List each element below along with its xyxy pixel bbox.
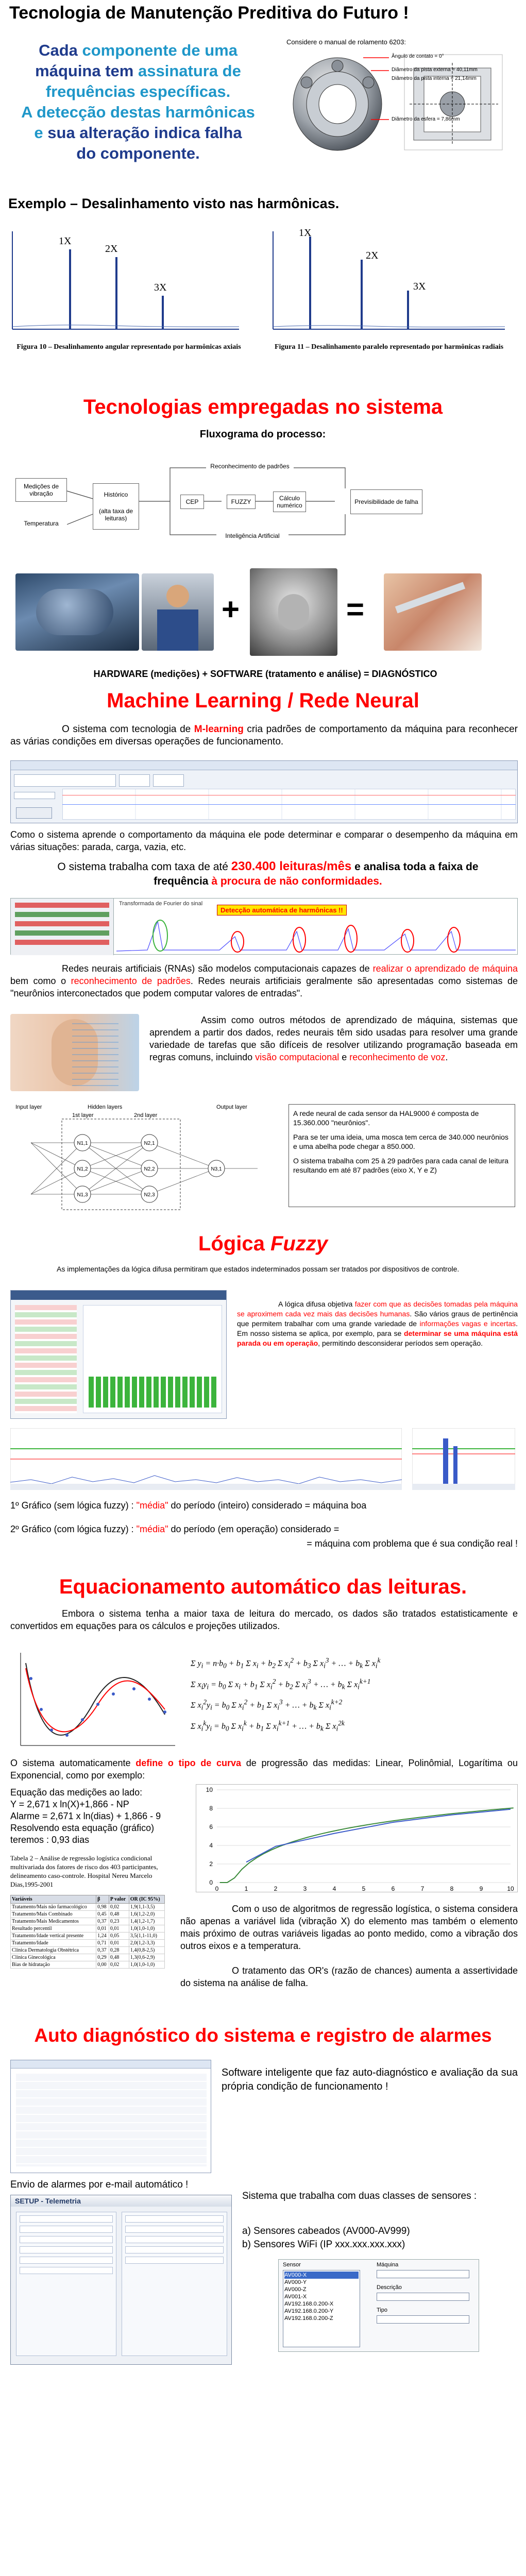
table-cell: 1,3(0,6-2,9) (129, 1954, 164, 1961)
sensor-list-item[interactable]: AV192.168.0.200-Y (284, 2308, 334, 2314)
diagnostic-photo (384, 573, 482, 651)
fuzzy-intro: As implementações da lógica difusa permitiram que estados indeterminados possam ser tratados por dispositivos de controle. (57, 1265, 460, 1273)
nn-note-box (289, 1104, 515, 1207)
progression-svg (196, 1785, 518, 1893)
x-tick-label: 5 (362, 1885, 366, 1892)
descricao-field[interactable] (377, 2293, 469, 2301)
node-taxa-label: (alta taxa de leituras) (98, 507, 133, 522)
bearing-label-1: Diâmetro da pista externa = 40,11mm (392, 67, 478, 73)
ml-paragraph-2: Como o sistema aprende o comportamento da máquina ele pode determinar e comparar o desempenho da máquina em várias situações: parada, carga, vazia, etc. (10, 829, 518, 852)
peak-2x-axial: 2X (105, 243, 118, 255)
table-row (11, 1925, 165, 1933)
y-tick-label: 10 (206, 1786, 213, 1793)
ml-paragraph-3: O sistema trabalha com taxa de até 230.400 leituras/mês e analisa toda a faixa de frequência à procura de não conformidades. (57, 859, 479, 887)
fuzzy-graph-2-text-b: = máquina com problema que é sua condição real ! (307, 1538, 518, 1549)
table-cell: 0,01 (96, 1925, 109, 1933)
maquina-field[interactable] (377, 2270, 469, 2278)
table-cell: Tratamento/Mais Combinado (11, 1911, 96, 1918)
table-cell: 0,01 (109, 1925, 129, 1933)
table-row (11, 1918, 165, 1925)
bearing-label-0: Ângulo de contato = 0° (392, 54, 444, 59)
lead-frequencias: frequências específicas. (45, 82, 231, 100)
table-cell: 1,9(1,1-3,5) (129, 1904, 164, 1911)
table-row (11, 1904, 165, 1911)
table-cell: 0,01 (109, 1940, 129, 1947)
x-tick-label: 2 (274, 1885, 278, 1892)
fuzzy-graph-2-text: 2º Gráfico (com lógica fuzzy) : "média" do período (em operação) considerado = (10, 1524, 340, 1534)
eq-paragraph-2: O sistema automaticamente define o tipo de curva de progressão das medidas: Linear, Polinômial, Logarítima ou Exponencial, como por exemplo: (10, 1758, 518, 1781)
x-tick-label: 3 (303, 1885, 307, 1892)
node-medicoes: Medições de vibração (15, 478, 67, 502)
fuzzy-paragraph: A lógica difusa objetiva fazer com que as decisões tomadas pela máquina se aproximem cada vez mais das decisões humanas. São vários graus de pertinência que permitem trabalhar com uma grande variedade de informações vagas e incertas. Em nosso sistema se aplica, por exemplo, para se determinar se uma máquina está parada ou em operação, permitindo desconsiderar períodos sem operação. (237, 1300, 518, 1347)
page-title: Tecnologia de Manutenção Preditiva do Futuro ! (9, 3, 409, 23)
auto-title: Auto diagnóstico do sistema e registro de alarmes (34, 2025, 492, 2046)
node-reconhecimento: Reconhecimento de padrões (206, 460, 294, 473)
table-cell: 0,71 (96, 1940, 109, 1947)
eq-lines (10, 1787, 180, 1846)
table-cell: Bias de hidratação (11, 1961, 96, 1969)
auto-ui-panel (10, 2060, 211, 2173)
header-section (0, 0, 526, 175)
learning-button[interactable] (16, 807, 52, 819)
peak-3x-axial: 3X (154, 282, 167, 293)
nn-note-2: Para se ter uma ideia, uma mosca tem cerca de 340.000 neurônios e uma abelha pode chegar a 850.000. (293, 1133, 508, 1150)
plus-sign: + (222, 592, 240, 626)
svg-text:N3,1: N3,1 (211, 1166, 222, 1172)
rna-paragraph: Redes neurais artificiais (RNAs) são modelos computacionais capazes de realizar o aprendizado de máquina bem como o reconhecimento de padrões. Redes neurais artificiais geralmente são apresentadas como sistemas de "neurônios interconectados que podem computar valores de entradas". (10, 963, 518, 998)
eq-line-1: Y = 2,671 x ln(X)+1,866 - NP (10, 1799, 129, 1809)
x-tick-label: 0 (215, 1885, 219, 1892)
y-tick-label: 4 (209, 1842, 213, 1849)
table-cell: 1,0(1,0-1,0) (129, 1925, 164, 1933)
svg-text:N1,2: N1,2 (77, 1166, 88, 1172)
table-cell: 0,48 (109, 1954, 129, 1961)
sensor-list-window (278, 2259, 479, 2352)
spectrum-title: Transformada de Fourier do sinal (119, 901, 203, 907)
fuzzy-ui-titlebar (11, 1291, 226, 1300)
table-row (11, 1933, 165, 1940)
sensor-list-item[interactable]: AV000-Z (284, 2286, 307, 2293)
face-photo (10, 1014, 139, 1091)
table-cell: Tratamento/Idade (11, 1940, 96, 1947)
eq-paragraph-3: Com o uso de algoritmos de regressão logística, o sistema considera não apenas a variável lida (vibração X) do elemento mas também o elemento mais próximo de outras variáveis ligadas ao ponto medido, como a vibração dos outros eixos e a temperatura. (180, 1904, 518, 1951)
fuzzy-graph-1-text: 1º Gráfico (sem lógica fuzzy) : "média" do período (inteiro) considerado = máquina boa (10, 1500, 367, 1511)
x-tick-label: 1 (244, 1885, 248, 1892)
lead-cada: Cada (39, 41, 78, 59)
sensor-b: b) Sensores WiFi (IP xxx.xxx.xxx.xxx) (242, 2239, 405, 2250)
sensor-list-item[interactable]: AV192.168.0.200-Z (284, 2315, 333, 2321)
setup-title: SETUP - Telemetria (11, 2195, 231, 2207)
table-row (11, 1911, 165, 1918)
table-cell: 0,29 (96, 1954, 109, 1961)
sensor-list-item[interactable]: AV192.168.0.200-X (284, 2301, 334, 2307)
table-cell: 2,0(1,2-3,3) (129, 1940, 164, 1947)
spectrum-radial (268, 229, 510, 337)
eq-line-3: Resolvendo esta equação (gráfico) (10, 1823, 155, 1833)
sensor-listbox[interactable] (283, 2270, 360, 2347)
lead-deteccao: A detecção destas harmônicas (21, 103, 255, 121)
table-cell: 0,37 (96, 1918, 109, 1925)
table-cell: 1,24 (96, 1933, 109, 1940)
bearing-diagram (286, 47, 518, 156)
table-cell: 0,28 (109, 1947, 129, 1954)
svg-text:2nd layer: 2nd layer (134, 1112, 158, 1118)
reading-rate: 230.400 leituras/mês (231, 859, 352, 873)
lead-text (4, 40, 272, 164)
lead-falha: sua alteração indica falha (47, 124, 242, 142)
table-row (11, 1954, 165, 1961)
example-title: Exemplo – Desalinhamento visto nas harmônicas. (8, 196, 340, 211)
detect-label: Detecção automática de harmônicas !! (217, 905, 347, 916)
eq-line-4: teremos : 0,93 dias (10, 1835, 90, 1845)
eq-paragraph-4: O tratamento das OR's (razão de chances) aumenta a assertividade do sistema na análise de falha. (180, 1965, 518, 1988)
node-temperatura: Temperatura (15, 514, 67, 533)
node-calculo: Cálculo numérico (273, 492, 306, 512)
y-tick-label: 8 (209, 1805, 213, 1812)
tech-section (0, 396, 526, 725)
table-cell: 0,02 (109, 1961, 129, 1969)
eq-line-2: Alarme = 2,671 x ln(dias) + 1,866 - 9 (10, 1811, 161, 1821)
table-cell: 0,05 (109, 1933, 129, 1940)
table-cell: 3,5(1,1-11,0) (129, 1933, 164, 1940)
list-label-tipo: Tipo (377, 2307, 387, 2313)
auto-section (0, 2025, 526, 2576)
node-ia: Inteligência Artificial (216, 530, 289, 542)
table-cell: Resultado percentil (11, 1925, 96, 1933)
svg-text:2X: 2X (366, 250, 379, 261)
sensor-list-item[interactable]: AV001-X (284, 2294, 307, 2300)
nn-input-layer-label: Input layer (15, 1104, 42, 1110)
x-tick-label: 8 (450, 1885, 454, 1892)
table-row (11, 1940, 165, 1947)
ml-title: Machine Learning / Rede Neural (107, 689, 419, 712)
flow-title: Fluxograma do processo: (199, 429, 326, 440)
sensors-title: Sistema que trabalha com duas classes de sensores : (242, 2191, 477, 2201)
email-text: Envio de alarmes por e-mail automático ! (10, 2179, 189, 2190)
eq-paragraph-1: Embora o sistema tenha a maior taxa de leitura do mercado, os dados são tratados estatisticamente e convertidos em equações para os cálculos e projeções utilizados. (10, 1608, 518, 1631)
node-cep: CEP (180, 495, 204, 509)
svg-text:3X: 3X (413, 281, 426, 292)
y-tick-label: 2 (209, 1860, 213, 1868)
lead-assinatura: assinatura de (138, 62, 241, 80)
svg-text:N1,3: N1,3 (77, 1192, 88, 1198)
m-learning-text: M-learning (194, 724, 244, 735)
eq-title: Equacionamento automático das leituras. (59, 1575, 467, 1598)
table-header-cell: P valor (109, 1895, 129, 1904)
regression-curve-plot (10, 1648, 180, 1751)
fuzzy-ui-panel (10, 1290, 227, 1419)
table-cell: 1,4(1,2-1,7) (129, 1918, 164, 1925)
lead-e: e (34, 124, 43, 142)
spectrum-trace (116, 916, 516, 953)
setup-window (10, 2195, 232, 2365)
x-tick-label: 7 (420, 1885, 425, 1892)
lead-componente-end: do componente. (76, 144, 200, 162)
table-cell: 0,23 (109, 1918, 129, 1925)
progression-chart (196, 1784, 518, 1892)
table-cell: 0,02 (109, 1904, 129, 1911)
table-cell: 0,48 (109, 1911, 129, 1918)
table-cell: Tratamento/Mais não farmacológico (11, 1904, 96, 1911)
table-cell: 0,37 (96, 1947, 109, 1954)
svg-text:N2,3: N2,3 (144, 1192, 155, 1198)
svg-text:1X: 1X (299, 229, 312, 239)
table-cell: 0,98 (96, 1904, 109, 1911)
tech-title: Tecnologias empregadas no sistema (83, 396, 443, 418)
svg-text:N1,1: N1,1 (77, 1141, 88, 1146)
sensor-list-item[interactable]: AV000-X (284, 2272, 359, 2279)
bearing-caption: Considere o manual de rolamento 6203: (286, 38, 406, 46)
table-row (11, 1947, 165, 1954)
node-historico-label: Histórico (104, 491, 128, 498)
fig11-caption: Figura 11 – Desalinhamento paralelo representado por harmônicas radiais (274, 343, 504, 351)
fig10-caption: Figura 10 – Desalinhamento angular representado por harmônicas axiais (16, 343, 241, 351)
einstein-photo (250, 568, 337, 656)
lead-componente: componente de uma (82, 41, 237, 59)
neural-network-diagram (10, 1101, 278, 1215)
sensor-a: a) Sensores cabeados (AV000-AV999) (242, 2226, 410, 2236)
regression-table (10, 1895, 165, 1969)
list-label-sensor: Sensor (283, 2262, 301, 2268)
table-cell: 0,00 (96, 1961, 109, 1969)
list-label-descricao: Descrição (377, 2284, 402, 2291)
learning-ui-panel (10, 760, 518, 823)
example-section (0, 196, 526, 381)
peak-1x-axial: 1X (59, 235, 72, 247)
table-cell: Tratamento/Mais Medicamentos (11, 1918, 96, 1925)
table-header-cell: Variáveis (11, 1895, 96, 1904)
list-label-maquina: Máquina (377, 2262, 399, 2268)
ml-paragraph-4: Assim como outros métodos de aprendizado de máquina, sistemas que aprendem a partir dos dados, redes neurais têm sido usadas para resolver uma grande variedade de tarefas que são difíceis de resolver utilizando programação baseada em regras comuns, incluindo visão computacional e reconhecimento de voz. (149, 1015, 518, 1062)
tipo-field[interactable] (377, 2315, 469, 2324)
auto-paragraph: Software inteligente que faz auto-diagnóstico e avaliação da sua própria condição de funcionamento ! (222, 2067, 518, 2092)
fuzzy-chart-1 (10, 1428, 402, 1490)
x-tick-label: 6 (391, 1885, 395, 1892)
fuzzy-title: Lógica Fuzzy (198, 1232, 328, 1255)
table-cell: Tratamento/Idade vertical presente (11, 1933, 96, 1940)
bearing-label-2: Diâmetro da pista interna = 21,14mm (392, 76, 477, 81)
table-cell: 1,6(1,2-2,0) (129, 1911, 164, 1918)
y-tick-label: 0 (209, 1879, 213, 1886)
table-header-cell: OR (IC 95%) (129, 1895, 164, 1904)
table-cell: 1,0(1,0-1,0) (129, 1961, 164, 1969)
ml-section (0, 689, 526, 1225)
ml-paragraph-1: O sistema com tecnologia de M-learning cria padrões de comportamento da máquina para reconhecer as várias condições em diversas operações de funcionamento. (10, 724, 518, 747)
x-tick-label: 4 (332, 1885, 336, 1892)
equals-sign: = (346, 592, 365, 626)
table-cell: 1,4(0,8-2,5) (129, 1947, 164, 1954)
measurement-line (246, 1809, 511, 1862)
node-previsibilidade: Previsibilidade de falha (350, 489, 422, 514)
x-tick-label: 9 (479, 1885, 483, 1892)
table-row (11, 1961, 165, 1969)
matrix-equations: Σ $y_i = n\cdot b_0 + b_1$ Σ $x_i + b_2$ Σ $x_i^2 + b_3$ Σ $x_i^3$ + … + $b_k$ Σ $x_i^k$ Σ $x_iy_i = b_0$ Σ $x_i + b_1$ Σ $x_i^2 + b_2$ Σ $x_i^3$ + … + $b_k$ Σ $x_i^{k+1}$ Σ $x_i^2y_i = b_0$ Σ $x_i^2 + b_1$ Σ $x_i^3$ + … + $b_k$ Σ $x_i^{k+2}$ Σ $x_i^ky_i = b_0$ Σ $x_i^k + b_1$ Σ $x_i^{k+1}$ + … + $b_k$ Σ $x_i^{2k}$ (191, 1656, 381, 1733)
table-header-cell: β (96, 1895, 109, 1904)
table-cell: 0,45 (96, 1911, 109, 1918)
eq-line-0: Equação das medições ao lado: (10, 1787, 143, 1798)
spectrum-panel (10, 898, 518, 955)
table-cell: Clínica Ginecológica (11, 1954, 96, 1961)
x-tick-label: 10 (507, 1885, 514, 1892)
spectrum-axial (7, 229, 244, 337)
svg-text:1st layer: 1st layer (72, 1112, 94, 1118)
nn-note-1: A rede neural de cada sensor da HAL9000 é composta de 15.360.000 "neurônios". (293, 1109, 479, 1127)
sensor-list-item[interactable]: AV000-Y (284, 2279, 307, 2285)
y-tick-label: 6 (209, 1823, 213, 1831)
bearing-label-3: Diâmetro da esfera = 7,86mm (392, 116, 460, 122)
flowchart (15, 447, 510, 581)
fuzzy-chart-2 (412, 1428, 515, 1490)
node-historico (93, 483, 139, 530)
table-cell: Clínica Dermatologia Obstétrica (11, 1947, 96, 1954)
nn-note-3: O sistema trabalha com 25 à 29 padrões para cada canal de leitura resultando em até 87 padrões (eixo X, Y e Z) (293, 1157, 508, 1174)
motor-photo (15, 573, 139, 651)
lead-maquina: máquina tem (35, 62, 134, 80)
svg-text:N2,2: N2,2 (144, 1166, 155, 1172)
hardware-line: HARDWARE (medições) + SOFTWARE (tratamento e análise) = DIAGNÓSTICO (93, 669, 437, 679)
technician-photo (142, 573, 214, 651)
table-caption: Tabela 2 – Análise de regressão logística condicional multivariada dos fatores de risco dos 403 participantes, delineamento caso-controle. Hospital Nereu Marcelo Dias,1995-2001 (10, 1854, 158, 1888)
svg-text:Output layer: Output layer (216, 1104, 247, 1110)
nn-hidden-label: Hidden layers (88, 1104, 123, 1110)
svg-text:N2,1: N2,1 (144, 1141, 155, 1146)
node-fuzzy: FUZZY (227, 495, 256, 509)
fuzzy-section (0, 1232, 526, 1572)
